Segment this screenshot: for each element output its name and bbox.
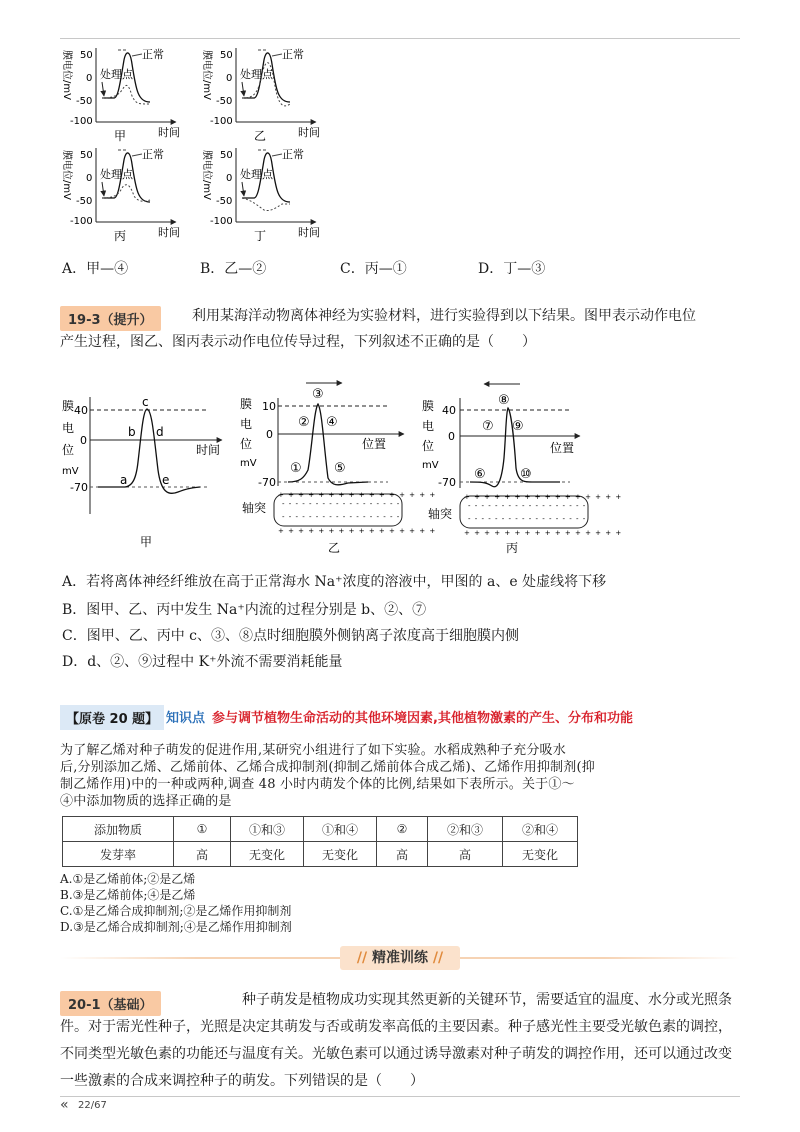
normal-legend: 正常 (142, 48, 164, 61)
footer-rule (60, 1096, 740, 1097)
q19-3-figure-jia (60, 392, 240, 552)
treatment-point-label: 处理点 (240, 168, 273, 181)
section-banner (60, 944, 740, 972)
graph-xlabel: 时间 (158, 226, 180, 239)
bing-ylabel-4: mV (422, 460, 439, 471)
legend-leader (132, 54, 142, 56)
bing-ylabel-1: 膜 (422, 399, 435, 413)
legend-leader (132, 154, 142, 156)
bing-tick-m70: -70 (438, 476, 456, 489)
jia-caption: 甲 (140, 535, 153, 549)
bing-tick-40: 40 (442, 404, 456, 417)
bing-num-7: ⑦ (482, 419, 494, 434)
graph-tick: 0 (86, 73, 93, 84)
bing-charges-bottom: + + + + + + + + + + + + + + + + (464, 529, 623, 537)
yi-tick-10: 10 (262, 400, 276, 413)
q19-3-option-d[interactable]: D．d、②、⑨过程中 K⁺外流不需要消耗能量 (62, 654, 343, 670)
q20-1-line1: 种子萌发是植物成功实现其然更新的关键环节，需要适宜的温度、水分或光照条 (242, 992, 732, 1008)
graph-tick: 0 (226, 173, 233, 184)
treatment-point-label: 处理点 (240, 68, 273, 81)
yi-charges-top: + + + + + + + + + + + + + + + + (278, 491, 437, 499)
q20-option-d[interactable]: D.③是乙烯合成抑制剂;④是乙烯作用抑制剂 (60, 920, 292, 934)
yi-num-3: ③ (312, 387, 324, 402)
table-cell: 无变化 (503, 842, 578, 867)
graph-panel (61, 147, 180, 243)
graph-tick: -100 (70, 116, 93, 127)
graph-xlabel: 时间 (298, 126, 320, 139)
yi-ylabel-2: 电 (240, 417, 253, 431)
jia-xlabel: 时间 (196, 443, 221, 457)
q20-1-line3: 不同类型光敏色素的功能还与温度有关。光敏色素可以通过诱导激素对种子萌发的调控作用，还可以通过改变 (60, 1046, 732, 1062)
treatment-arrow (102, 182, 104, 196)
q20-stem-line2: 后,分别添加乙烯、乙烯前体、乙烯合成抑制剂(抑制乙烯前体合成乙烯)、乙烯作用抑制剂(抑 (60, 760, 595, 775)
jia-point-a: a (120, 473, 128, 487)
fig-jia-svg (60, 392, 240, 552)
table-cell: 高 (428, 842, 503, 867)
jia-ylabel-3: 位 (62, 443, 75, 457)
jia-curve (98, 409, 200, 493)
normal-legend: 正常 (282, 48, 304, 61)
q20-table (62, 816, 578, 867)
graph-tick: -50 (76, 196, 93, 207)
table-cell: ②和④ (503, 817, 578, 842)
jia-point-c: c (142, 395, 149, 409)
q20-label: 【原卷 20 题】 (60, 705, 164, 730)
yi-charges-inner2: - - - - - - - - - - - - - - - - - - (282, 513, 401, 521)
table-cell: ②和③ (428, 817, 503, 842)
bing-tick-0: 0 (448, 430, 455, 443)
bing-xlabel: 位置 (550, 441, 575, 455)
yi-num-2: ② (298, 415, 310, 430)
q20-1-tag: 20-1（基础） (60, 991, 161, 1016)
q20-option-b[interactable]: B.③是乙烯前体;④是乙烯 (60, 888, 196, 902)
graph-tick: 50 (80, 150, 93, 161)
graph-caption: 丁 (254, 229, 267, 243)
q19-3-stem-line1: 利用某海洋动物离体神经为实验材料，进行实验得到以下结果。图甲表示动作电位 (192, 308, 696, 324)
treatment-arrow (102, 82, 104, 96)
graph-xlabel: 时间 (158, 126, 180, 139)
jia-tick-40: 40 (74, 404, 88, 417)
bing-caption: 丙 (506, 541, 519, 555)
graph-caption: 乙 (254, 129, 267, 143)
treated-curve (102, 185, 150, 201)
yi-caption: 乙 (328, 541, 341, 555)
graph-panel (201, 47, 320, 143)
yi-ylabel-4: mV (240, 458, 257, 469)
fig-yi-svg (238, 378, 437, 556)
header-rule (60, 38, 740, 39)
banner-title-box (340, 946, 460, 970)
jia-point-e: e (162, 473, 170, 487)
yi-num-4: ④ (326, 415, 338, 430)
bing-axon-label: 轴突 (428, 507, 453, 521)
page-number: 22/67 (78, 1100, 107, 1111)
q19-3-option-c[interactable]: C．图甲、乙、丙中 c、③、⑧点时细胞膜外侧钠离子浓度高于细胞膜内侧 (62, 628, 520, 644)
q20-kp-text: 参与调节植物生命活动的其他环境因素,其他植物激素的产生、分布和功能 (212, 711, 633, 726)
bing-charges-top: + + + + + + + + + + + + + + + + (464, 493, 623, 501)
q19-3-stem-line2: 产生过程，图乙、图丙表示动作电位传导过程，下列叙述不正确的是（ ） (60, 334, 536, 350)
graph-xlabel: 时间 (298, 226, 320, 239)
table-cell: 添加物质 (63, 817, 174, 842)
jia-point-d: d (156, 425, 164, 439)
graph-caption: 丙 (114, 229, 127, 243)
graph-ylabel: 膜电位/mV (61, 150, 72, 200)
graph-caption: 甲 (114, 129, 127, 143)
bing-num-8: ⑧ (498, 393, 510, 408)
treatment-arrow (242, 82, 244, 96)
yi-tick-m70: -70 (258, 476, 276, 489)
q19-3-figure-yi (238, 378, 437, 556)
bing-charges-inner1: - - - - - - - - - - - - - - - - - - (468, 502, 587, 510)
table-cell: 发芽率 (63, 842, 174, 867)
q20-kp-label: 知识点 (166, 711, 206, 726)
bing-num-6: ⑥ (474, 467, 486, 482)
q19-3-option-b[interactable]: B．图甲、乙、丙中发生 Na⁺内流的过程分别是 b、②、⑦ (62, 602, 427, 618)
q19-2-option-a[interactable]: A．甲—④ (62, 261, 129, 277)
table-cell: 高 (377, 842, 428, 867)
q20-option-c[interactable]: C.①是乙烯合成抑制剂;②是乙烯作用抑制剂 (60, 904, 292, 918)
graph-tick: 0 (226, 73, 233, 84)
yi-charges-bottom: + + + + + + + + + + + + + + + + (278, 527, 437, 535)
yi-num-1: ① (290, 461, 302, 476)
q20-option-a[interactable]: A.①是乙烯前体;②是乙烯 (60, 872, 196, 886)
graph-tick: 50 (220, 50, 233, 61)
bing-ylabel-2: 电 (422, 419, 435, 433)
fig-bing-svg (420, 378, 623, 556)
yi-tick-0: 0 (266, 428, 273, 441)
yi-num-5: ⑤ (334, 461, 346, 476)
graph-tick: -50 (216, 196, 233, 207)
table-cell: ①和④ (304, 817, 377, 842)
table-row (63, 842, 578, 867)
jia-tick-m70: -70 (70, 481, 88, 494)
graph-ylabel: 膜电位/mV (201, 150, 212, 200)
table-cell: ① (174, 817, 231, 842)
graph-tick: 50 (80, 50, 93, 61)
q19-3-tag: 19-3（提升） (60, 306, 161, 331)
normal-legend: 正常 (282, 148, 304, 161)
yi-ylabel-1: 膜 (240, 397, 253, 411)
footer-back-icon[interactable]: « (60, 1097, 69, 1113)
graph-tick: -50 (76, 96, 93, 107)
graph-tick: -100 (70, 216, 93, 227)
jia-ylabel-2: 电 (62, 421, 75, 435)
q19-2-graphs-svg (58, 44, 358, 244)
bing-num-9: ⑨ (512, 419, 524, 434)
graph-panel (201, 147, 320, 243)
q20-stem (60, 742, 595, 810)
jia-ylabel-4: mV (62, 466, 79, 477)
q20-1-line2: 件。对于需光性种子，光照是决定其萌发与否或萌发率高低的主要因素。种子感光性主要受光敏色素的调控， (60, 1019, 732, 1035)
yi-charges-inner1: - - - - - - - - - - - - - - - - - - (282, 500, 401, 508)
table-cell: 无变化 (231, 842, 304, 867)
q19-2-graphs (58, 44, 358, 244)
graph-tick: 50 (220, 150, 233, 161)
q20-1-line4: 一些激素的合成来调控种子的萌发。下列错误的是（ ） (60, 1073, 424, 1089)
q20-stem-line1: 为了解乙烯对种子萌发的促进作用,某研究小组进行了如下实验。水稻成熟种子充分吸水 (60, 743, 566, 758)
q19-2-option-b[interactable]: B．乙—② (200, 261, 267, 277)
jia-ylabel-1: 膜 (62, 399, 75, 413)
graph-ylabel: 膜电位/mV (201, 50, 212, 100)
treatment-arrow (242, 182, 244, 196)
bing-num-10: ⑩ (520, 467, 532, 482)
bing-ylabel-3: 位 (422, 439, 435, 453)
jia-tick-0: 0 (80, 434, 87, 447)
legend-leader (272, 54, 282, 56)
yi-axon-label: 轴突 (242, 501, 267, 515)
yi-xlabel: 位置 (362, 437, 387, 451)
graph-tick: -50 (216, 96, 233, 107)
yi-ylabel-3: 位 (240, 437, 253, 451)
bing-charges-inner2: - - - - - - - - - - - - - - - - - - (468, 515, 587, 523)
banner-deco-right: // (432, 950, 444, 966)
graph-tick: -100 (210, 216, 233, 227)
q20-stem-line3: 制乙烯作用)中的一种或两种,调查 48 小时内萌发个体的比例,结果如下表所示。关于①～ (60, 777, 575, 792)
q19-2-option-d[interactable]: D．丁—③ (478, 261, 546, 277)
table-cell: ② (377, 817, 428, 842)
normal-legend: 正常 (142, 148, 164, 161)
q20-table-wrap (62, 816, 578, 867)
graph-tick: 0 (86, 173, 93, 184)
treatment-point-label: 处理点 (100, 68, 133, 81)
treated-curve (102, 85, 150, 104)
graph-ylabel: 膜电位/mV (61, 50, 72, 100)
banner-title: 精准训练 (372, 950, 428, 966)
q19-3-figure-bing (420, 378, 623, 556)
jia-point-b: b (128, 425, 136, 439)
table-cell: 无变化 (304, 842, 377, 867)
banner-deco-left: // (356, 950, 368, 966)
q20-stem-line4: ④中添加物质的选择正确的是 (60, 794, 232, 809)
q20-options (60, 871, 292, 935)
treatment-point-label: 处理点 (100, 168, 133, 181)
table-cell: ①和③ (231, 817, 304, 842)
q19-2-option-c[interactable]: C．丙—① (340, 261, 407, 277)
table-cell: 高 (174, 842, 231, 867)
table-row (63, 817, 578, 842)
q19-3-option-a[interactable]: A．若将离体神经纤维放在高于正常海水 Na⁺浓度的溶液中，甲图的 a、e 处虚线将下移 (62, 574, 607, 590)
graph-panel (61, 47, 180, 143)
graph-tick: -100 (210, 116, 233, 127)
legend-leader (272, 154, 282, 156)
